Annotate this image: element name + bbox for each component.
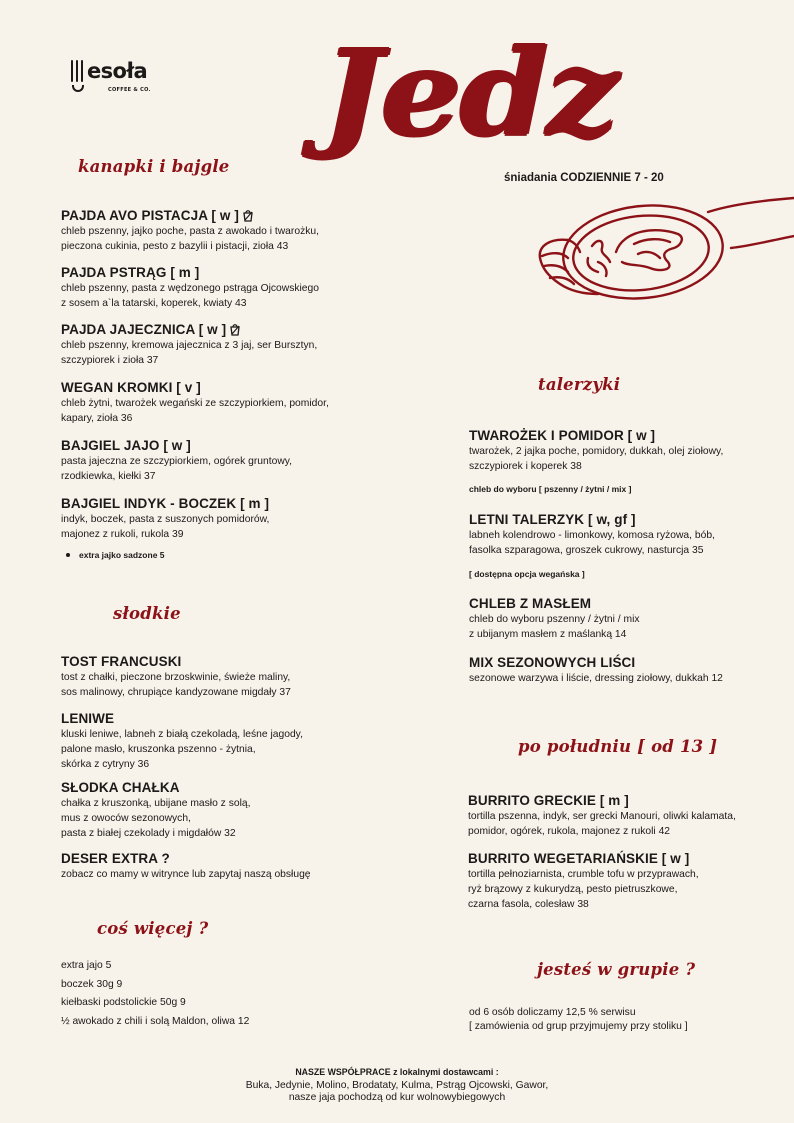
- item-description: czarna fasola, colesław 38: [468, 899, 589, 910]
- menu-item: [61, 850, 311, 882]
- section-title-grupa: jesteś w grupie ?: [537, 960, 696, 979]
- page-title: Jedz: [322, 23, 617, 162]
- item-description: kluski leniwe, labneh z białą czekoladą, leśne jagody,: [61, 729, 303, 740]
- section-title-talerzyki: talerzyki: [538, 375, 621, 394]
- logo-bars-icon: [70, 60, 86, 84]
- item-description: pasta z białej czekolady i migdałów 32: [61, 828, 236, 839]
- item-description: kapary, zioła 36: [61, 413, 133, 424]
- logo: [70, 58, 170, 102]
- item-description: zobacz co mamy w witrynce lub zapytaj naszą obsługę: [61, 869, 311, 880]
- item-name: BAJGIEL INDYK - BOCZEK [ m ]: [61, 496, 270, 511]
- item-name: LENIWE: [61, 711, 115, 726]
- item-name: CHLEB Z MASŁEM: [469, 596, 592, 611]
- menu-item: [61, 379, 329, 426]
- list-item: kiełbaski podstolickie 50g 9: [61, 997, 186, 1008]
- menu-item: [61, 264, 319, 311]
- item-description: chleb pszenny, jajko poche, pasta z awokado i twarożku,: [61, 226, 319, 237]
- shopping-bag-icon: [242, 209, 254, 222]
- item-description: sos malinowy, chrupiące kandyzowane migdały 37: [61, 687, 291, 698]
- section-title-slodkie: słodkie: [113, 604, 181, 623]
- item-description: rzodkiewka, kiełki 37: [61, 471, 156, 482]
- item-description: chleb pszenny, kremowa jajecznica z 3 jaj, ser Bursztyn,: [61, 340, 318, 351]
- section-title-cos-wiecej: coś więcej ?: [97, 919, 209, 938]
- item-name: BURRITO WEGETARIAŃSKIE [ w ]: [468, 851, 690, 866]
- extra-option: extra jajko sadzone 5: [66, 550, 165, 560]
- item-description: mus z owoców sezonowych,: [61, 813, 191, 824]
- menu-item: [61, 495, 269, 542]
- bread-choice-note: chleb do wyboru [ pszenny / żytni / mix ]: [469, 484, 632, 494]
- footer: [0, 1066, 794, 1105]
- item-description: z sosem a`la tatarski, koperek, kwiaty 43: [61, 298, 247, 309]
- menu-item: [61, 653, 291, 700]
- menu-item: [61, 207, 319, 254]
- item-description: chleb pszenny, pasta z wędzonego pstrąga Ojcowskiego: [61, 283, 319, 294]
- section-title-kanapki: kanapki i bajgle: [78, 157, 230, 176]
- list-item: boczek 30g 9: [61, 978, 123, 990]
- menu-item: [469, 427, 723, 474]
- menu-item: [468, 792, 736, 839]
- item-name: WEGAN KROMKI [ v ]: [61, 380, 201, 395]
- item-description: pieczona cukinia, pesto z bazylii i pistacji, zioła 43: [61, 241, 289, 252]
- footer-line: Buka, Jedynie, Molino, Brodataty, Kulma, Pstrąg Ojcowski, Gawor,: [245, 1079, 549, 1091]
- item-description: chleb do wyboru pszenny / żytni / mix: [469, 614, 640, 625]
- item-name: PAJDA AVO PISTACJA [ w ]: [61, 208, 239, 223]
- list-item: ½ awokado z chili i solą Maldon, oliwa 12: [61, 1015, 250, 1027]
- item-description: chałka z kruszonką, ubijane masło z solą,: [61, 798, 251, 809]
- footer-line: nasze jaja pochodzą od kur wolnowybiegowych: [288, 1092, 506, 1104]
- item-description: pasta jajeczna ze szczypiorkiem, ogórek gruntowy,: [61, 456, 293, 467]
- item-name: BAJGIEL JAJO [ w ]: [61, 438, 191, 453]
- item-name: LETNI TALERZYK [ w, gf ]: [469, 512, 636, 527]
- group-info-line: [ zamówienia od grup przyjmujemy przy stoliku ]: [469, 1021, 688, 1032]
- item-name: PAJDA PSTRĄG [ m ]: [61, 265, 200, 280]
- menu-item: [61, 710, 303, 772]
- item-description: skórka z cytryny 36: [61, 759, 150, 770]
- shopping-bag-icon: [229, 323, 241, 336]
- item-description: tost z chałki, pieczone brzoskwinie, świeże maliny,: [61, 672, 291, 683]
- item-description: majonez z rukoli, rukola 39: [61, 529, 184, 540]
- group-info-line: od 6 osób doliczamy 12,5 % serwisu: [469, 1007, 636, 1018]
- item-name: SŁODKA CHAŁKA: [61, 780, 180, 795]
- item-name: PAJDA JAJECZNICA [ w ]: [61, 322, 227, 337]
- plate-illustration-icon: [528, 190, 794, 320]
- item-name: MIX SEZONOWYCH LIŚCI: [469, 655, 636, 670]
- menu-item: [468, 850, 699, 912]
- item-description: labneh kolendrowo - limonkowy, komosa ryżowa, bób,: [469, 530, 715, 541]
- item-description: indyk, boczek, pasta z suszonych pomidorów,: [61, 514, 270, 525]
- menu-item: [469, 511, 715, 558]
- item-description: szczypiorek i koperek 38: [469, 461, 582, 472]
- logo-word: esoła: [87, 59, 148, 83]
- item-description: pomidor, ogórek, rukola, majonez z rukoli 42: [468, 826, 671, 837]
- item-description: z ubijanym masłem z maślanką 14: [469, 629, 627, 640]
- vegan-option-note: [ dostępna opcja wegańska ]: [469, 569, 585, 579]
- breakfast-hours: śniadania CODZIENNIE 7 - 20: [504, 172, 664, 184]
- logo-subtitle: COFFEE & CO.: [108, 87, 151, 93]
- item-name: TOST FRANCUSKI: [61, 654, 182, 669]
- section-title-po-poludniu: po południu [ od 13 ]: [518, 737, 718, 756]
- menu-item: [61, 321, 317, 368]
- item-name: DESER EXTRA ?: [61, 851, 170, 866]
- item-name: TWAROŻEK I POMIDOR [ w ]: [469, 428, 656, 443]
- menu-item: [469, 654, 723, 686]
- group-info: [469, 1006, 688, 1034]
- menu-item: [469, 595, 640, 642]
- footer-heading: NASZE WSPÓŁPRACE z lokalnymi dostawcami :: [295, 1067, 499, 1077]
- item-name: BURRITO GRECKIE [ m ]: [468, 793, 629, 808]
- item-description: ryż brązowy z kukurydzą, pesto pietruszkowe,: [468, 884, 678, 895]
- item-description: sezonowe warzywa i liście, dressing ziołowy, dukkah 12: [469, 673, 723, 684]
- item-description: twarożek, 2 jajka poche, pomidory, dukkah, olej ziołowy,: [469, 446, 724, 457]
- item-description: tortilla pełnoziarnista, crumble tofu w przyprawach,: [468, 869, 699, 880]
- menu-item: [61, 779, 250, 841]
- extras-list: [61, 957, 249, 1031]
- logo-smile-icon: [72, 85, 84, 92]
- list-item: extra jajo 5: [61, 960, 112, 971]
- item-description: szczypiorek i zioła 37: [61, 355, 159, 366]
- item-description: fasolka szparagowa, groszek cukrowy, nasturcja 35: [469, 545, 704, 556]
- item-description: chleb żytni, twarożek wegański ze szczypiorkiem, pomidor,: [61, 398, 329, 409]
- item-description: tortilla pszenna, indyk, ser grecki Manouri, oliwki kalamata,: [468, 811, 736, 822]
- item-description: palone masło, kruszonka pszenno - żytnia,: [61, 744, 256, 755]
- menu-item: [61, 437, 292, 484]
